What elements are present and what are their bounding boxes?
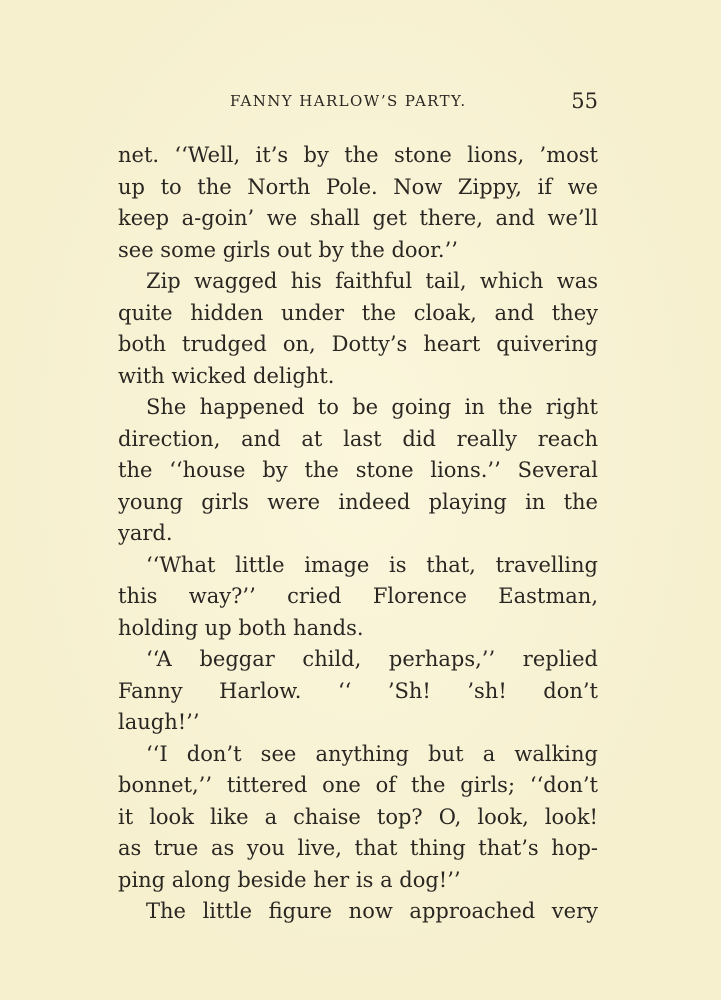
text-line: laugh!’’ xyxy=(118,710,200,734)
paragraph-start-line: ‘‘What little image is that, travelling xyxy=(146,552,598,577)
text-line: up to the North Pole. Now Zippy, if we xyxy=(118,174,598,199)
text-line: quite hidden under the cloak, and they xyxy=(118,300,598,325)
paragraph-start-line: ‘‘I don’t see anything but a walking xyxy=(146,741,598,766)
text-line: both trudged on, Dotty’s heart quivering xyxy=(118,332,598,356)
text-line: with wicked delight. xyxy=(118,363,335,388)
text-line: Fanny Harlow. ‘‘ ’Sh! ’sh! don’t xyxy=(118,678,598,703)
paragraph-start-line: Zip wagged his faithful tail, which was xyxy=(146,269,598,293)
text-line: net. ‘‘Well, it’s by the stone lions, ’most xyxy=(118,143,598,167)
text-line: ping along beside her is a dog!’’ xyxy=(118,867,461,892)
text-line: bonnet,’’ tittered one of the girls; ‘‘don’t xyxy=(118,773,598,797)
text-line: keep a-goin’ we shall get there, and we’ll xyxy=(118,206,598,230)
paragraph-start-line: ‘‘A beggar child, perhaps,’’ replied xyxy=(146,647,598,671)
paragraph-start-line: She happened to be going in the right xyxy=(146,395,598,419)
text-line: yard. xyxy=(118,521,173,545)
text-line: holding up both hands. xyxy=(118,615,364,640)
body-text xyxy=(118,140,598,928)
text-line: this way?’’ cried Florence Eastman, xyxy=(118,584,598,608)
paragraph-start-line: The little figure now approached very xyxy=(146,899,598,923)
text-line: see some girls out by the door.’’ xyxy=(118,237,458,262)
running-title: FANNY HARLOW’S PARTY. xyxy=(230,92,467,110)
text-line: it look like a chaise top? O, look, look! xyxy=(118,804,598,829)
text-line: the ‘‘house by the stone lions.’’ Several xyxy=(118,458,598,482)
text-line: as true as you live, that thing that’s hop- xyxy=(118,836,598,860)
page-number: 55 xyxy=(571,89,598,113)
running-head xyxy=(118,89,598,116)
text-line: direction, and at last did really reach xyxy=(118,426,598,451)
text-line: young girls were indeed playing in the xyxy=(118,489,598,514)
